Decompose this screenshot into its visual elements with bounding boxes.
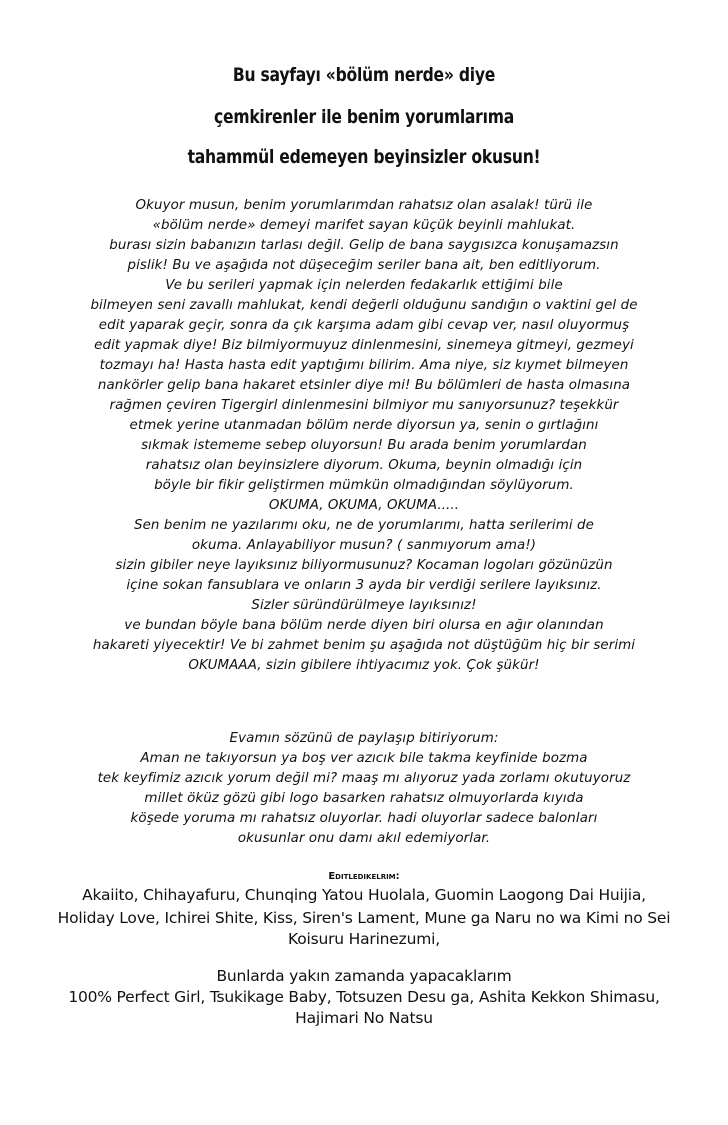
body-line: sıkmak istememe sebep oluyorsun! Bu arada benim yorumlardan: [141, 438, 587, 453]
body-line: OKUMAAA, sizin gibilere ihtiyacımız yok. Çok şükür!: [188, 658, 540, 673]
quote-line: Evamın sözünü de paylaşıp bitiriyorum:: [229, 731, 499, 746]
body-line: ve bundan böyle bana bölüm nerde diyen biri olursa en ağır olanından: [124, 618, 604, 633]
upcoming-line: 100% Perfect Girl, Tsukikage Baby, Totsuzen Desu ga, Ashita Kekkon Shimasu,: [68, 988, 660, 1006]
body-line: edit yapmak diye! Biz bilmiyormuyuz dinlenmesini, sinemeya gitmeyi, gezmeyi: [94, 338, 634, 353]
quote-line: tek keyfimiz azıcık yorum değil mi? maaş mı alıyoruz yada zorlamı okutuyoruz: [97, 771, 631, 786]
body-line: okuma. Anlayabiliyor musun? ( sanmıyorum ama!): [191, 538, 537, 553]
title-line-2: çemkirenler ile benim yorumlarıma: [214, 106, 514, 128]
upcoming-title: Bunlarda yakın zamanda yapacaklarım: [216, 967, 512, 985]
title-line-1: Bu sayfayı «bölüm nerde» diye: [232, 64, 496, 86]
title-line-3: tahammül edemeyen beyinsizler okusun!: [187, 146, 541, 168]
body-line: pislik! Bu ve aşağıda not düşeceğim seriler bana ait, ben editliyorum.: [127, 258, 601, 273]
edited-line: Koisuru Harinezumi,: [288, 930, 440, 948]
body-line: rağmen çeviren Tigergirl dinlenmesini bilmiyor mu sanıyorsunuz? teşekkür: [109, 398, 619, 413]
body-line: böyle bir fikir geliştirmen mümkün olmadığından söylüyorum.: [154, 478, 574, 493]
quote-line: millet öküz gözü gibi logo basarken rahatsız olmuyorlarda kıyıda: [144, 791, 584, 806]
body-line: içine sokan fansublara ve onların 3 ayda bir verdiği serilere layıksınız.: [126, 578, 602, 593]
body-line: OKUMA, OKUMA, OKUMA.....: [268, 498, 460, 513]
quote-line: köşede yoruma mı rahatsız oluyorlar. hadi oluyorlar sadece balonları: [130, 811, 598, 826]
quote-line: Aman ne takıyorsun ya boş ver azıcık bile takma keyfinide bozma: [140, 751, 588, 766]
body-line: etmek yerine utanmadan bölüm nerde diyorsun ya, senin o gırtlağını: [129, 418, 599, 433]
edited-line: Holiday Love, Ichirei Shite, Kiss, Siren's Lament, Mune ga Naru no wa Kimi no Sei: [57, 909, 671, 927]
body-line: Sizler süründürülmeye layıksınız!: [251, 598, 477, 613]
body-line: «bölüm nerde» demeyi marifet sayan küçük beyinli mahlukat.: [152, 218, 576, 233]
body-line: rahatsız olan beyinsizlere diyorum. Okuma, beynin olmadığı için: [145, 458, 583, 473]
quote-line: okusunlar onu damı akıl edemiyorlar.: [237, 831, 491, 846]
body-line: Sen benim ne yazılarımı oku, ne de yorumlarımı, hatta serilerimi de: [133, 518, 594, 533]
body-line: Ve bu serileri yapmak için nelerden fedakarlık ettiğimi bile: [165, 278, 563, 293]
body-line: bilmeyen seni zavallı mahlukat, kendi değerli olduğunu sandığın o vaktini gel de: [90, 298, 638, 313]
body-line: hakareti yiyecektir! Ve bi zahmet benim şu aşağıda not düştüğüm hiç bir serimi: [92, 638, 636, 653]
upcoming-line: Hajimari No Natsu: [295, 1009, 433, 1027]
edited-line: Akaiito, Chihayafuru, Chunqing Yatou Huolala, Guomin Laogong Dai Huijia,: [82, 886, 646, 904]
body-line: burası sizin babanızın tarlası değil. Gelip de bana saygısızca konuşamazsın: [109, 238, 619, 253]
body-line: sizin gibiler neye layıksınız biliyormusunuz? Kocaman logoları gözünüzün: [115, 558, 613, 573]
body-line: Okuyor musun, benim yorumlarımdan rahatsız olan asalak! türü ile: [135, 198, 593, 213]
body-line: nankörler gelip bana hakaret etsinler diye mi! Bu bölümleri de hasta olmasına: [97, 378, 631, 393]
body-line: tozmayı ha! Hasta hasta edit yaptığımı bilirim. Ama niye, siz kıymet bilmeyen: [99, 358, 629, 373]
edited-label: Editledikelrim:: [328, 871, 400, 882]
body-line: edit yaparak geçir, sonra da çık karşıma adam gibi cevap ver, nasıl oluyormuş: [98, 318, 630, 333]
